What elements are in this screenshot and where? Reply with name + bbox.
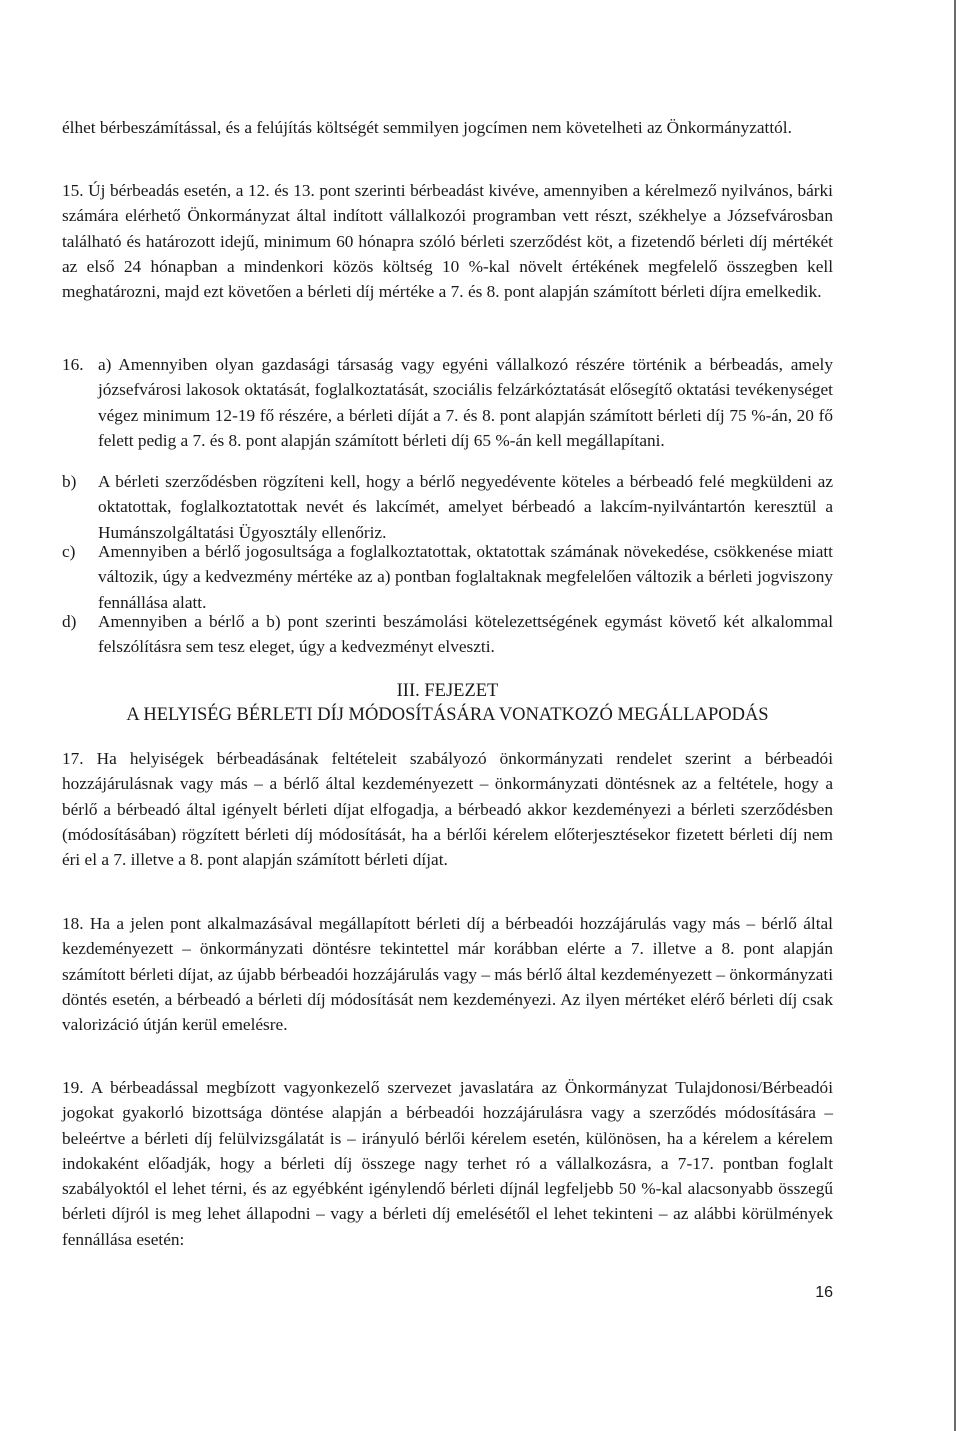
item-text-a: Amennyiben olyan gazdasági társaság vagy egyéni vállalkozó részére történik a bérbeadás, amely józsefvárosi lakosok oktatását, foglalkoztatását, szociális felzárkóztatását elősegítő oktatási tevékenységet végez minimum 12-19 fő részére, a bérleti díját a 7. és 8. pont alapján számított bérleti díj 75 %-án, 20 fő felett pedig a 7. és 8. pont alapján számított bérleti díj 65 %-án kell megállapítani.: [98, 355, 833, 450]
chapter-title: A HELYISÉG BÉRLETI DÍJ MÓDOSÍTÁSÁRA VONATKOZÓ MEGÁLLAPODÁS: [126, 705, 769, 725]
paragraph-16-item-b: [62, 469, 833, 545]
paragraph-16-item-d: [62, 609, 833, 660]
item-label-d: d): [62, 612, 77, 631]
paragraph-18: 18. Ha a jelen pont alkalmazásával megállapított bérleti díj a bérbeadói hozzájárulás vagy más – bérlő által kezdeményezett – önkormányzati döntésre tekintettel már korábban elérte a 7. illetve a 8. pont alapján számított bérleti díjat, az újabb bérbeadói hozzájárulás vagy – más bérlő által kezdeményezett – önkormányzati döntés esetén, a bérbeadó a bérleti díj módosítását nem kezdeményezi. Az ilyen mértéket elérő bérleti díj csak valorizáció útján kerül emelésre.: [62, 914, 833, 1035]
item-text-d: Amennyiben a bérlő a b) pont szerinti beszámolási kötelezettségének egymást követő két alkalommal felszólításra sem tesz eleget, úgy a kedvezményt elveszti.: [98, 612, 833, 657]
page-number: 16: [815, 1284, 833, 1301]
item-text-c: Amennyiben a bérlő jogosultsága a foglalkoztatottak, oktatottak számának növekedése, csökkenése miatt változik, úgy a kedvezmény mértéke az a) pontban foglaltaknak megfelelően változik a bérleti jogviszony fennállása alatt.: [98, 542, 833, 612]
paragraph-19: 19. A bérbeadással megbízott vagyonkezelő szervezet javaslatára az Önkormányzat Tulajdonosi/Bérbeadói jogokat gyakorló bizottsága döntése alapján a bérbeadói hozzájárulásra vagy a szerződés módosítására – beleértve a bérleti díj felülvizsgálatát is – irányuló bérlői kérelem esetén, különösen, ha a kérelem a kérelem indokaként előadják, hogy a bérleti díj összege nagy terhet ró a vállalkozásra, a 7-17. pontban foglalt szabályoktól el lehet térni, és az egyébként igénylendő bérleti díjnál legfeljebb 50 %-kal alacsonyabb összegű bérleti díjról is meg lehet állapodni – vagy a bérleti díj emelésétől el lehet tekinteni – az alábbi körülmények fennállása esetén:: [62, 1078, 833, 1249]
paragraph-16-item-c: [62, 539, 833, 615]
item-label-c: c): [62, 542, 76, 561]
scan-edge-line: [954, 0, 956, 1431]
paragraph-15: 15. Új bérbeadás esetén, a 12. és 13. pont szerinti bérbeadást kivéve, amennyiben a kérelmező nyilvános, bárki számára elérhető Önkormányzat által indított vállalkozói programban vett részt, székhelye a Józsefvárosban található és határozott idejű, minimum 60 hónapra szóló bérleti szerződést köt, a fizetendő bérleti díj mértékét az első 24 hónapban a mindenkori közös költség 10 %-kal növelt értékének megfelelő összegben kell meghatározni, majd ezt követően a bérleti díj mértéke a 7. és 8. pont alapján számított bérleti díjra emelkedik.: [62, 181, 833, 302]
paragraph-continuation: élhet bérbeszámítással, és a felújítás költségét semmilyen jogcímen nem követelheti az Önkormányzattól.: [62, 118, 792, 137]
chapter-number: III. FEJEZET: [396, 681, 499, 701]
paragraph-16-number: 16.: [62, 355, 84, 374]
item-label-a: a): [98, 355, 112, 374]
paragraph-17: 17. Ha helyiségek bérbeadásának feltételeit szabályozó önkormányzati rendelet szerint a bérbeadói hozzájárulásnak vagy más – a bérlő által kezdeményezett – önkormányzati döntésnek az a feltétele, hogy a bérlő a bérbeadó által igényelt bérleti díjat elfogadja, a bérbeadó akkor kezdeményezi a bérleti szerződésben (módosításában) rögzített bérleti díj módosítását, ha a bérlői kérelem előterjesztésekor fizetett bérleti díj nem éri el a 7. illetve a 8. pont alapján számított bérleti díjat.: [62, 749, 833, 870]
item-text-b: A bérleti szerződésben rögzíteni kell, hogy a bérlő negyedévente köteles a bérbeadó felé megküldeni az oktatottak, foglalkoztatottak nevét és lakcímét, amelyet bérbeadó a lakcím-nyilvántartón keresztül a Humánszolgáltatási Ügyosztály ellenőriz.: [98, 472, 833, 542]
paragraph-16-item-a: [62, 352, 833, 453]
item-label-b: b): [62, 472, 77, 491]
